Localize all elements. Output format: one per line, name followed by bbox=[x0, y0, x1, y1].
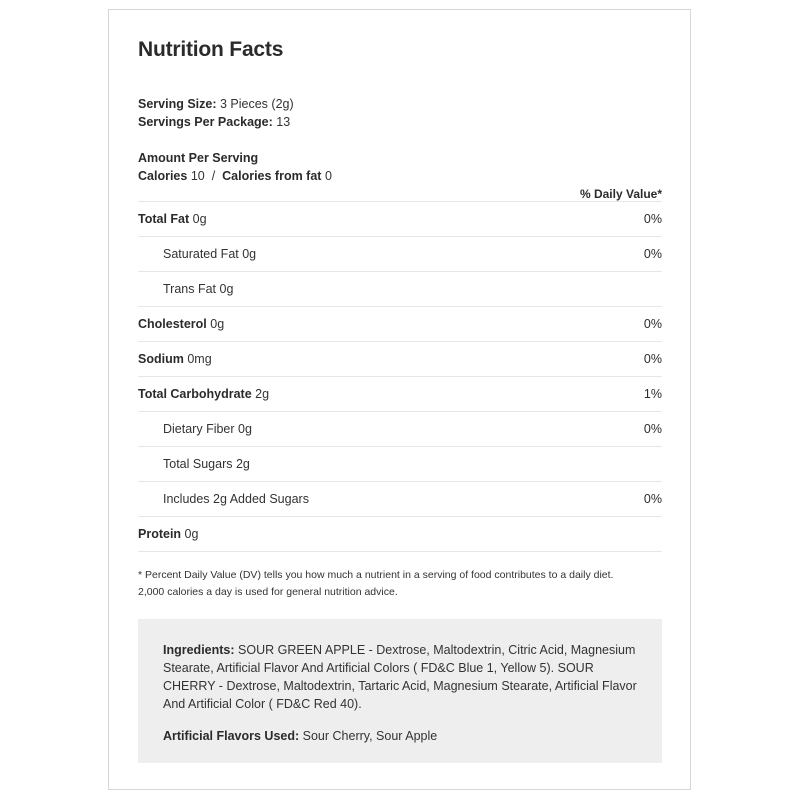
nutrient-amount: 0g bbox=[219, 282, 234, 296]
nutrient-name: Total Fat bbox=[138, 212, 190, 226]
nutrient-amount: 2g bbox=[255, 387, 270, 401]
nutrient-name: Total Sugars bbox=[163, 457, 233, 471]
calories-value: 10 bbox=[190, 169, 205, 183]
calories-line bbox=[138, 168, 332, 184]
nutrient-name: Saturated Fat bbox=[163, 247, 239, 261]
calories-label: Calories bbox=[138, 169, 188, 183]
nutrient-name: Trans Fat bbox=[163, 282, 217, 296]
nutrient-row-dietary-fiber bbox=[138, 412, 662, 447]
nutrient-row-total-fat bbox=[138, 202, 662, 237]
nutrient-row-trans-fat bbox=[138, 272, 662, 307]
nutrient-amount: 2g bbox=[235, 457, 250, 471]
ingredients-list: SOUR GREEN APPLE - Dextrose, Maltodextrin, Citric Acid, Magnesium Stearate, Artificial Flavor And Artificial Colors ( FD&C Blue 1, Yellow 5). SOUR CHERRY - Dextrose, Maltodextrin, Tartaric Acid, Magnesium Stearate, Artificial Flavor And Artificial Color ( FD&C Red 40). bbox=[163, 643, 637, 711]
nutrient-name: Dietary Fiber bbox=[163, 422, 235, 436]
artificial-flavors-label: Artificial Flavors Used: bbox=[163, 729, 300, 743]
nutrient-row-total-carbohydrate bbox=[138, 377, 662, 412]
footnote-line-1: * Percent Daily Value (DV) tells you how much a nutrient in a serving of food contributes to a daily diet. bbox=[138, 569, 614, 581]
nutrient-amount: 0g bbox=[242, 247, 257, 261]
nutrient-amount: 0g bbox=[210, 317, 225, 331]
serving-size bbox=[138, 96, 294, 112]
nutrient-percent: 0% bbox=[643, 352, 662, 366]
nutrient-table bbox=[138, 201, 662, 552]
nutrient-amount: 0g bbox=[238, 422, 252, 436]
nutrient-row-cholesterol bbox=[138, 307, 662, 342]
nutrition-facts-card bbox=[108, 9, 691, 790]
nutrient-name: Cholesterol bbox=[138, 317, 207, 331]
calories-separator: / bbox=[211, 169, 216, 183]
daily-value-header-label: % Daily Value* bbox=[579, 187, 662, 201]
nutrient-percent: 0% bbox=[643, 247, 662, 261]
artificial-flavors-value: Sour Cherry, Sour Apple bbox=[302, 729, 438, 743]
nutrient-row-added-sugars bbox=[138, 482, 662, 517]
daily-value-header bbox=[580, 186, 662, 202]
nutrient-amount: 0g bbox=[192, 212, 207, 226]
nutrient-percent: 0% bbox=[643, 492, 662, 506]
nutrient-row-total-sugars bbox=[138, 447, 662, 482]
nutrient-name: Total Carbohydrate bbox=[138, 387, 252, 401]
nutrient-row-protein bbox=[138, 517, 662, 552]
nutrient-percent: 0% bbox=[643, 422, 662, 436]
nutrient-name: Protein bbox=[138, 527, 182, 541]
nutrient-row-saturated-fat bbox=[138, 237, 662, 272]
ingredients-text bbox=[163, 641, 638, 713]
daily-value-footnote bbox=[138, 567, 662, 601]
nutrient-percent: 0% bbox=[643, 317, 662, 331]
amount-per-serving-label: Amount Per Serving bbox=[138, 151, 259, 165]
ingredients-label: Ingredients: bbox=[163, 643, 235, 657]
artificial-flavors bbox=[163, 727, 638, 745]
footnote-line-2: 2,000 calories a day is used for general nutrition advice. bbox=[138, 586, 398, 598]
serving-size-value: 3 Pieces (2g) bbox=[219, 97, 294, 111]
calories-from-fat-value: 0 bbox=[324, 169, 332, 183]
servings-per-package-label: Servings Per Package: bbox=[138, 115, 273, 129]
nutrient-amount: 0mg bbox=[187, 352, 212, 366]
nutrient-percent: 0% bbox=[643, 212, 662, 226]
serving-size-label: Serving Size: bbox=[138, 97, 217, 111]
amount-per-serving bbox=[138, 150, 258, 166]
nutrient-percent: 1% bbox=[643, 387, 662, 401]
nutrient-amount: 0g bbox=[184, 527, 199, 541]
nutrient-name: Sodium bbox=[138, 352, 184, 366]
servings-per-package bbox=[138, 114, 290, 130]
page-title: Nutrition Facts bbox=[138, 38, 284, 61]
ingredients-panel bbox=[138, 619, 662, 763]
nutrient-name: Includes 2g Added Sugars bbox=[163, 492, 309, 506]
servings-per-package-value: 13 bbox=[276, 115, 291, 129]
nutrient-row-sodium bbox=[138, 342, 662, 377]
calories-from-fat-label: Calories from fat bbox=[222, 169, 322, 183]
